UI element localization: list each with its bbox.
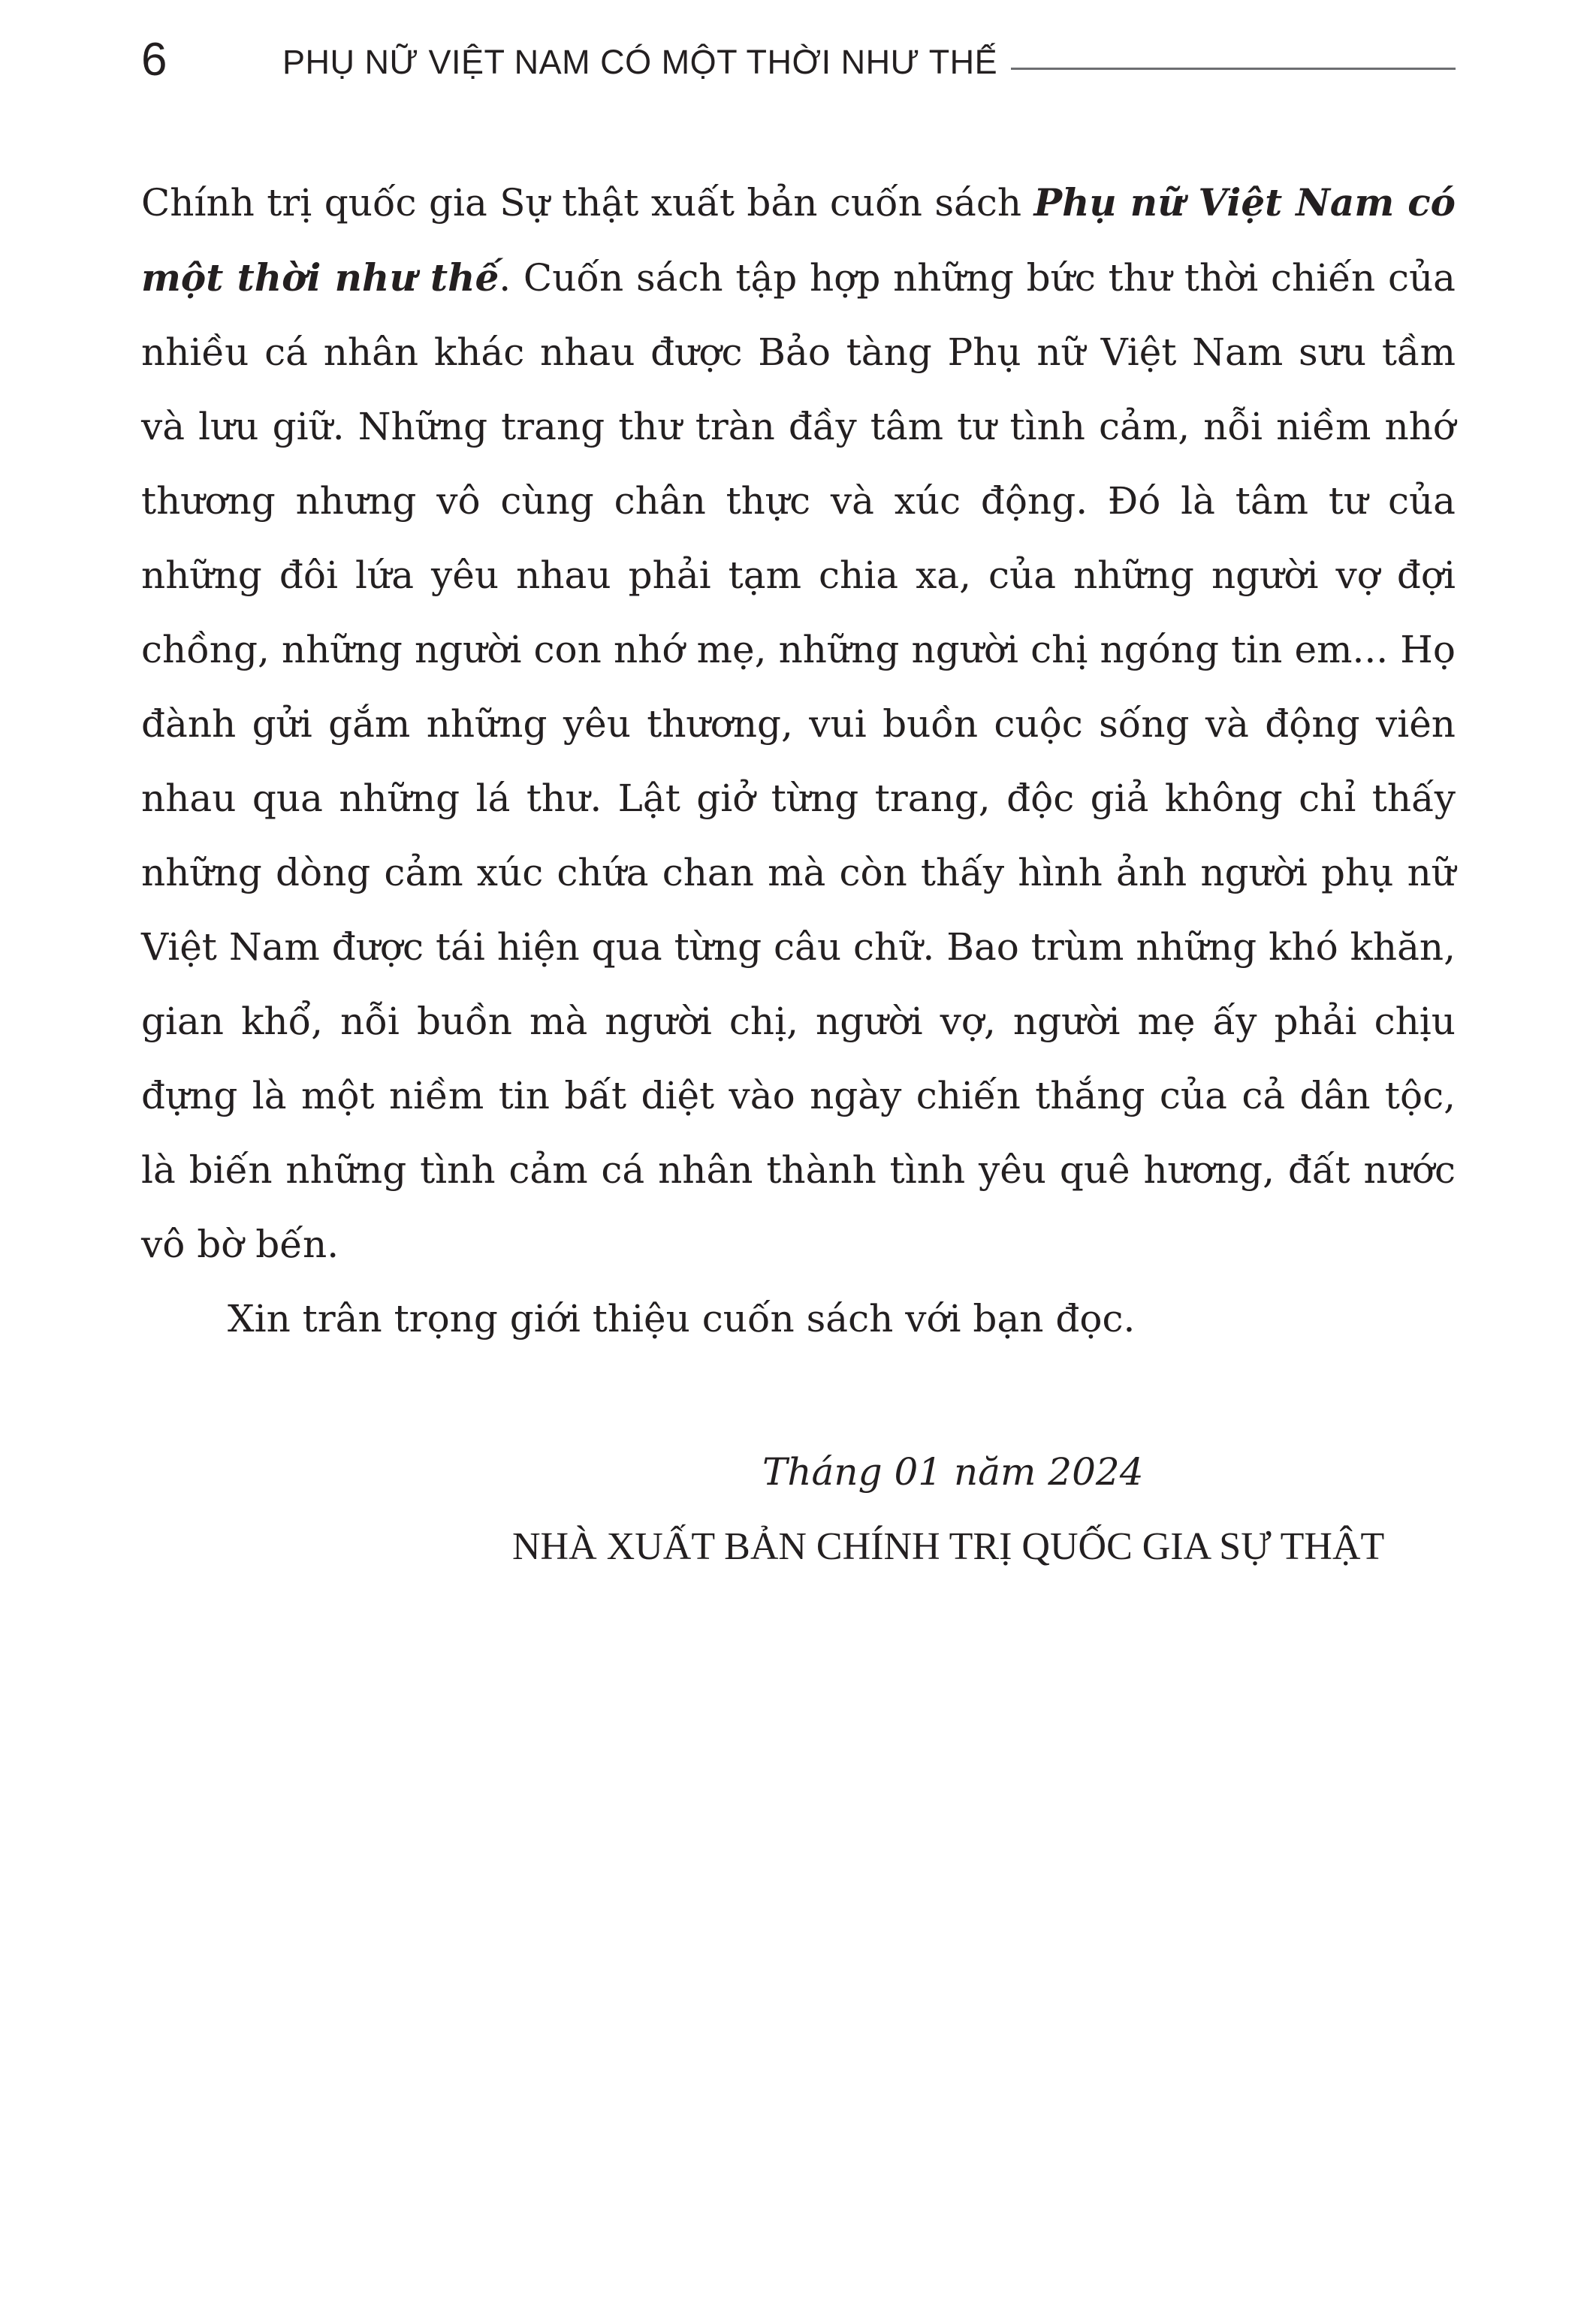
- book-title: Phụ nữ Việt Nam có một thời như thế: [141, 180, 1456, 300]
- running-header: [141, 30, 1456, 90]
- paragraph-intro: [141, 165, 1456, 1282]
- page-number: 6: [141, 34, 167, 86]
- body-text: [141, 165, 1456, 1356]
- header-rule: [1011, 68, 1456, 70]
- paragraph-intro-lead: Chính trị quốc gia Sự thật xuất bản cuốn sách: [141, 181, 1034, 225]
- paragraph-closing: Xin trân trọng giới thiệu cuốn sách với bạn đọc.: [228, 1297, 1136, 1340]
- paragraph-intro-rest: . Cuốn sách tập hợp những bức thư thời chiến của nhiều cá nhân khác nhau được Bảo tàng Phụ nữ Việt Nam sưu tầm và lưu giữ. Những trang thư tràn đầy tâm tư tình cảm, nỗi niềm nhớ thương nhưng vô cùng chân thực và xúc động. Đó là tâm tư của những đôi lứa yêu nhau phải tạm chia xa, của những người vợ đợi chồng, những người con nhớ mẹ, những người chị ngóng tin em... Họ đành gửi gắm những yêu thương, vui buồn cuộc sống và động viên nhau qua những lá thư. Lật giở từng trang, độc giả không chỉ thấy những dòng cảm xúc chứa chan mà còn thấy hình ảnh người phụ nữ Việt Nam được tái hiện qua từng câu chữ. Bao trùm những khó khăn, gian khổ, nỗi buồn mà người chị, người vợ, người mẹ ấy phải chịu đựng là một niềm tin bất diệt vào ngày chiến thắng của cả dân tộc, là biến những tình cảm cá nhân thành tình yêu quê hương, đất nước vô bờ bến.: [141, 256, 1456, 1266]
- running-title: PHỤ NỮ VIỆT NAM CÓ MỘT THỜI NHƯ THẾ: [282, 43, 998, 81]
- signature-publisher: NHÀ XUẤT BẢN CHÍNH TRỊ QUỐC GIA SỰ THẬT: [512, 1525, 1385, 1568]
- signature-date: Tháng 01 năm 2024: [762, 1450, 1144, 1494]
